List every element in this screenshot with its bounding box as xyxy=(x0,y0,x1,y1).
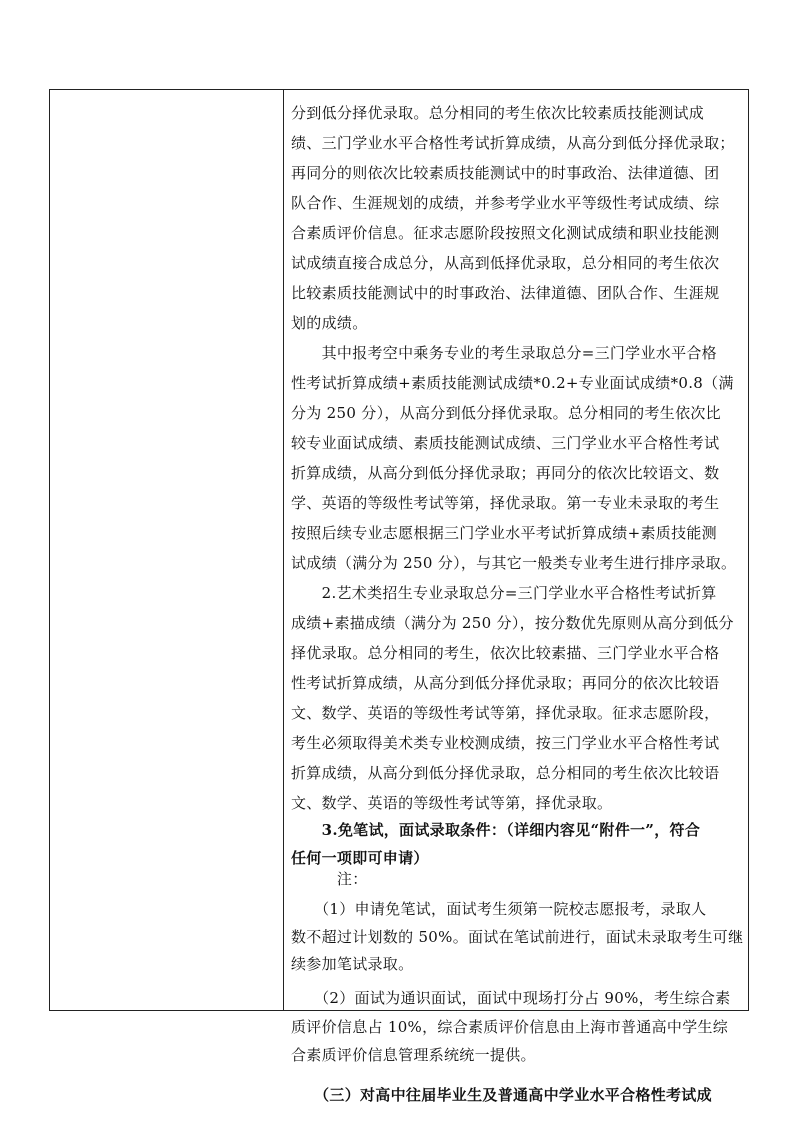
text-line: 性考试折算成绩+素质技能测试成绩*0.2+专业面试成绩*0.8（满 xyxy=(291,374,734,392)
admission-rules-table xyxy=(49,89,749,1104)
paragraph-section-three-heading xyxy=(291,1081,743,1109)
text-line: 择优录取。总分相同的考生，依次比较素描、三门学业水平合格 xyxy=(291,644,720,662)
paragraph-art-admission xyxy=(291,578,743,818)
text-line: 数不超过计划数的 50%。面试在笔试前进行，面试未录取考生可继 xyxy=(291,927,744,946)
text-line: 分为 250 分），从高分到低分择优录取。总分相同的考生依次比 xyxy=(291,404,721,422)
text-line: 3.免笔试，面试录取条件：（详细内容见“附件一”，符合 xyxy=(291,821,701,839)
text-line: 注： xyxy=(291,870,368,888)
text-line: 划的成绩。 xyxy=(291,314,368,332)
text-line: 文、数学、英语的等级性考试等第，择优录取。 xyxy=(291,794,613,812)
paragraph-note-2 xyxy=(291,984,743,1070)
text-line: 2.艺术类招生专业录取总分=三门学业水平合格性考试折算 xyxy=(291,584,717,602)
text-line: 试成绩直接合成总分，从高到低择优录取，总分相同的考生依次 xyxy=(291,254,720,272)
text-line: 试成绩（满分为 250 分），与其它一般类专业考生进行排序录取。 xyxy=(291,554,737,572)
text-line: 合素质评价信息。征求志愿阶段按照文化测试成绩和职业技能测 xyxy=(291,224,720,242)
text-line: 队合作、生涯规划的成绩，并参考学业水平等级性考试成绩、综 xyxy=(291,194,720,212)
text-line: 性考试折算成绩，从高分到低分择优录取；再同分的依次比较语 xyxy=(291,674,720,692)
text-line: 折算成绩，从高分到低分择优录取，总分相同的考生依次比较语 xyxy=(291,764,720,782)
paragraph-exam-exemption-heading xyxy=(291,816,743,872)
paragraph-note-label xyxy=(291,867,743,891)
text-line: 质评价信息占 10%，综合素质评价信息由上海市普通高中学生综 xyxy=(291,1017,729,1036)
text-line: 文、数学、英语的等级性考试等第，择优录取。征求志愿阶段， xyxy=(291,704,720,722)
text-line: 折算成绩，从高分到低分择优录取；再同分的依次比较语文、数 xyxy=(291,464,720,482)
text-line: 比较素质技能测试中的时事政治、法律道德、团队合作、生涯规 xyxy=(291,284,720,302)
text-line: （1）申请免笔试，面试考生须第一院校志愿报考，录取人 xyxy=(291,900,707,918)
column-divider xyxy=(283,90,284,1010)
text-line: 再同分的则依次比较素质技能测试中的时事政治、法律道德、团 xyxy=(291,164,720,182)
text-line: 分到低分择优录取。总分相同的考生依次比较素质技能测试成 xyxy=(291,104,705,122)
text-line: 续参加笔试录取。 xyxy=(291,955,414,973)
text-line: 成绩+素描成绩（满分为 250 分），按分数优先原则从高分到低分 xyxy=(291,614,734,632)
text-line: 考生必须取得美术类专业校测成绩，按三门学业水平合格性考试 xyxy=(291,734,720,752)
text-line: 绩、三门学业水平合格性考试折算成绩，从高分到低分择优录取； xyxy=(291,134,735,152)
text-line: 其中报考空中乘务专业的考生录取总分=三门学业水平合格 xyxy=(291,344,717,362)
paragraph-ranking-rules xyxy=(291,98,743,338)
paragraph-flight-attendant xyxy=(291,338,743,578)
text-line: 较专业面试成绩、素质技能测试成绩、三门学业水平合格性考试 xyxy=(291,434,720,452)
text-line: 学、英语的等级性考试等第，择优录取。第一专业未录取的考生 xyxy=(291,494,720,512)
text-line: 按照后续专业志愿根据三门学业水平考试折算成绩+素质技能测 xyxy=(291,524,717,542)
text-line: 合素质评价信息管理系统统一提供。 xyxy=(291,1046,536,1064)
text-line: （三）对高中往届毕业生及普通高中学业水平合格性考试成 xyxy=(291,1086,712,1104)
text-line: （2）面试为通识面试，面试中现场打分占 90%，考生综合素 xyxy=(291,989,731,1007)
paragraph-note-1 xyxy=(291,896,743,979)
text-line: 任何一项即可申请） xyxy=(291,849,429,867)
